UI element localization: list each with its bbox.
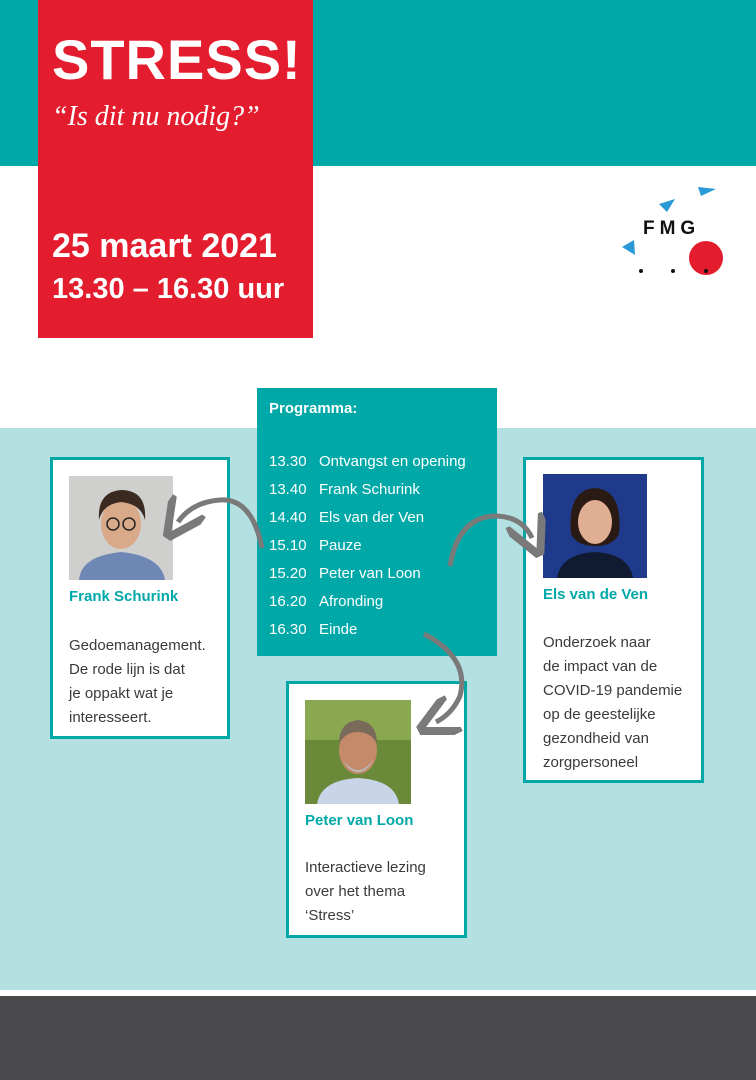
speaker-photo-frank <box>69 476 173 580</box>
program-item <box>269 536 362 556</box>
desc-line: Onderzoek naar <box>543 634 651 651</box>
program-item <box>269 592 383 612</box>
speaker-card-els <box>523 457 704 783</box>
program-item <box>269 620 357 640</box>
speaker-card-frank <box>50 457 230 739</box>
program-label: Frank Schurink <box>319 481 420 498</box>
program-item <box>269 564 421 584</box>
desc-line: ‘Stress’ <box>305 907 355 924</box>
program-time: 13.30 <box>269 453 307 470</box>
desc-line: De rode lijn is dat <box>69 661 185 678</box>
desc-line: op de geestelijke <box>543 706 656 723</box>
footer-band <box>0 996 756 1080</box>
program-item <box>269 508 424 528</box>
program-box <box>257 388 497 656</box>
speaker-desc-peter <box>305 856 426 928</box>
speaker-name-frank: Frank Schurink <box>69 588 179 605</box>
program-item <box>269 480 420 500</box>
speaker-desc-frank <box>69 634 206 730</box>
program-item <box>269 452 466 472</box>
event-time: 13.30 – 16.30 uur <box>52 273 285 305</box>
desc-line: Interactieve lezing <box>305 859 426 876</box>
speaker-name-peter: Peter van Loon <box>305 812 414 829</box>
speaker-photo-peter <box>305 700 411 804</box>
desc-line: COVID-19 pandemie <box>543 682 683 699</box>
desc-line: Gedoemanagement. <box>69 637 206 654</box>
program-time: 14.40 <box>269 509 307 526</box>
logo-text: FMG <box>643 218 701 239</box>
program-time: 16.30 <box>269 621 307 638</box>
speaker-desc-els <box>543 631 682 775</box>
program-label: Els van der Ven <box>319 509 425 526</box>
desc-line: over het thema <box>305 883 406 900</box>
program-label: Ontvangst en opening <box>319 453 466 470</box>
desc-line: gezondheid van <box>543 730 649 747</box>
program-label: Afronding <box>319 593 384 610</box>
speaker-photo-els <box>543 474 647 578</box>
event-title: STRESS! <box>52 28 302 91</box>
desc-line: de impact van de <box>543 658 658 675</box>
event-header <box>38 0 313 338</box>
speaker-card-peter <box>286 681 467 938</box>
program-heading: Programma: <box>269 400 358 417</box>
desc-line: interesseert. <box>69 709 152 726</box>
program-time: 15.10 <box>269 537 307 554</box>
speaker-name-els: Els van de Ven <box>543 586 649 603</box>
program-time: 15.20 <box>269 565 307 582</box>
event-date: 25 maart 2021 <box>52 227 277 265</box>
fmg-logo <box>615 182 730 282</box>
program-label: Peter van Loon <box>319 565 421 582</box>
desc-line: zorgpersoneel <box>543 754 639 771</box>
program-time: 16.20 <box>269 593 307 610</box>
desc-line: je oppakt wat je <box>69 685 174 702</box>
event-subtitle: “Is dit nu nodig?” <box>52 101 260 132</box>
program-time: 13.40 <box>269 481 307 498</box>
program-label: Pauze <box>319 537 362 554</box>
program-label: Einde <box>319 621 358 638</box>
